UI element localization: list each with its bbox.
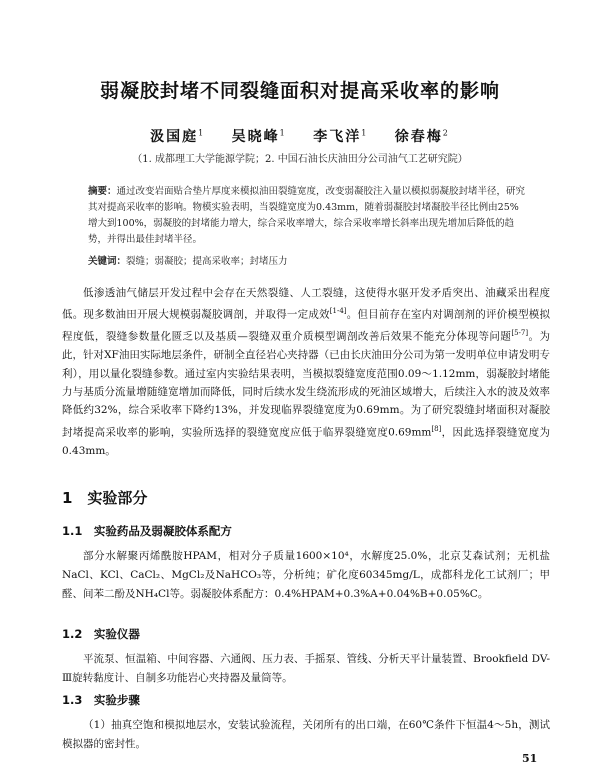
affiliations: （1. 成都理工大学能源学院；2. 中国石油长庆油田分公司油气工艺研究院） xyxy=(132,154,468,165)
subsection-heading: 1.3 实验步骤 xyxy=(62,693,140,707)
intro-paragraph xyxy=(62,284,550,460)
intro-text: 。但目前存在室内对调剖剂的评价模型模拟程度低，裂缝参数量化匮乏以及基质—裂缝双重介质模型调剖改善后效果不能充分体现等问题 xyxy=(62,308,551,343)
author xyxy=(395,129,450,145)
body-paragraph: 平流泵、恒温箱、中间容器、六通阀、压力表、手摇泵、管线、分析天平计量装置、Brookfield DV-Ⅲ旋转黏度计、自制多功能岩心夹持器及量筒等。 xyxy=(62,653,550,684)
author-affil-mark: 1 xyxy=(279,128,287,138)
citation: [1-4] xyxy=(329,307,347,316)
citation: [5-7] xyxy=(511,329,529,338)
intro-text: 低渗透油气储层开发过程中会存在天然裂缝、人工裂缝，这使得水驱开发矛盾突出、油藏采出程度低。现多数油田开展大规模弱凝胶调剖，并取得一定成效 xyxy=(62,287,550,321)
body-paragraph: （1）抽真空饱和模拟地层水，安装试验流程，关闭所有的出口端，在60℃条件下恒温4～5h，测试模拟器的密封性。 xyxy=(62,719,550,750)
abstract xyxy=(88,184,528,248)
author-affil-mark: 1 xyxy=(198,128,206,138)
author-name: 徐春梅 xyxy=(394,129,443,145)
author-affil-mark: 1 xyxy=(361,128,369,138)
abstract-text: 通过改变岩面贴合垫片厚度来模拟油田裂缝宽度，改变弱凝胶注入量以模拟弱凝胶封堵半径，研究其对提高采收率的影响。物模实验表明，当裂缝宽度为0.43mm，随着弱凝胶封堵凝胶半径比例由25%增大到100%，弱凝胶的封堵能力增大，综合采收率增大，综合采收率增长斜率出现先增加后降低的趋势，并得出最佳封堵半径。 xyxy=(88,186,526,245)
page-number: 51 xyxy=(522,752,538,765)
author xyxy=(232,129,287,145)
intro-text: ，因此选择裂缝宽度为0.43mm。 xyxy=(62,426,551,457)
abstract-label: 摘要： xyxy=(88,186,117,197)
author xyxy=(313,129,368,145)
paper-title: 弱凝胶封堵不同裂缝面积对提高采收率的影响 xyxy=(99,80,500,102)
subsection-heading: 1.2 实验仪器 xyxy=(62,627,140,641)
section-heading: 1 实验部分 xyxy=(62,489,148,507)
author-name: 李飞洋 xyxy=(313,129,362,145)
author-list xyxy=(0,126,600,146)
keywords-text: 裂缝；弱凝胶；提高采收率；封堵压力 xyxy=(126,256,288,267)
keywords xyxy=(88,253,528,267)
subsection-heading: 1.1 实验药品及弱凝胶体系配方 xyxy=(62,524,232,538)
citation: [8] xyxy=(431,424,442,433)
body-paragraph: 部分水解聚丙烯酰胺HPAM，相对分子质量1600×10⁴，水解度25.0%，北京艾森试剂；无机盐NaCl、KCl、CaCl₂、MgCl₂及NaHCO₃等，分析纯；矿化度60345mg/L，成都科龙化工试剂厂；甲醛、间苯二酚及NH₄Cl等。弱凝胶体系配方：0.4%HPAM+0.3%A+0.04%B+0.05%C。 xyxy=(62,550,550,600)
author-name: 汲国庭 xyxy=(150,129,199,145)
intro-text: 。为此，针对XF油田实际地层条件，研制全直径岩心夹持器（已由长庆油田分公司为第一发明单位申请发明专利），用以量化裂缝参数。通过室内实验结果表明，当模拟裂缝宽度范围0.09～1.12mm，弱凝胶封堵能力与基质分流量增随缝宽增加而降低，同时后续水发生绕流形成的死油区域增大，后续注入水的波及效率降低约32%，综合采收率下降约13%，并发现临界裂缝宽度为0.69mm。为了研究裂缝封堵面积对凝胶封堵提高采收率的影响，实验所选择的裂缝宽度应低于临界裂缝宽度0.69mm xyxy=(62,330,551,439)
keywords-label: 关键词： xyxy=(88,256,127,267)
author-affil-mark: 2 xyxy=(442,128,450,138)
author-name: 吴晓峰 xyxy=(231,129,280,145)
author xyxy=(150,129,205,145)
